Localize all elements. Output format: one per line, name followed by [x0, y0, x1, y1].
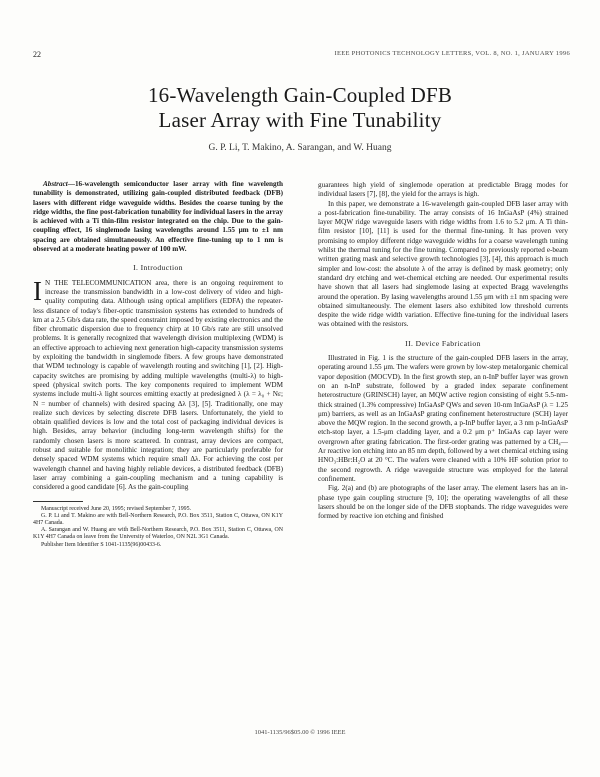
- right-paragraph-2: In this paper, we demonstrate a 16-wavelength gain-coupled DFB laser array with a post-fabrication fine-tunability. The array consists of 16 InGaAsP (4%) strained layer MQW ridge waveguide lasers with ridge widths from 1.6 to 5.2 μm. A Ti thin-film resistor [10], [11] is used for the thermal fine-tuning. It has proven very promising to employ different ridge waveguide widths for a coarse wavelength tuning whilst the thermal tuning for the fine tuning. Compared to previously reported e-beam written grating mask and selective growth technologies [3], [4], this approach is much simpler and low-cost: the absolute λ of the array is defined by mask geometry; only standard dry etching and wet-chemical etching are needed. Our experimental results have shown that all lasers had singlemode lasing at expected Bragg wavelengths around the operation. By lasing wavelengths around 1.55 μm with ±1 nm spacing were obtained simultaneously. The element lasers also exhibited low threshold currents despite the wide ridge width variation. Effective fine-tuning for the individual lasers was obtained with the resistors.: [318, 199, 568, 329]
- footnote: G. P. Li and T. Makino are with Bell-Northern Research, P.O. Box 3511, Station C, Ottawa, ON K1Y 4H7 Canada.: [33, 512, 283, 526]
- intro-text: N THE TELECOMMUNICATION area, there is an ongoing requirement to increase the transmission bandwidth in a low-cost delivery of video and high-quality computing data. Although using optical amplifiers (EDFA) the repeater-less distance of today's fiber-optic transmission systems has extended to hundreds of km at a 2.5 Gb/s data rate, the speed constraint imposed by existing electronics and the fiber chromatic dispersion due to frequency chirp at 10 Gb/s rate are still unsolved problems. It is generally recognized that wavelength division multiplexing (WDM) is an effective approach to achieving next generation high-capacity transmission systems by exploiting the bandwidth in singlemode fibers. A few groups have demonstrated that WDM technology is capable of wavelength routing and switching [1], [2]. High-capacity switches are promising by adding multiple wavelengths (multi-λ) to high-speed (physical switch ports. The key components required to implement WDM systems include multi-λ light sources emitting exactly at predesigned λ (λ = λ₀ + Nε; N = number of channels) with desired spacing Δλ [3], [5]. Traditionally, one may realize such devices by selecting discrete DFB lasers. Unfortunately, the yield to obtain qualified devices is low and the total cost of packaging individual devices is high. Besides, array behavior (including long-term wavelength shifts) for the randomly chosen lasers is more scattered. In contrast, array devices are compact, robust and suitable for monolithic integration; they are particularly preferable for densely spaced WDM systems which require small Δλ. For achieving the cost per wavelength channel and having highly reliable devices, a distributed feedback (DFB) laser array combining a gain-coupling mechanism and a tuning capability is considered a good candidate [6]. As the gain-coupling: [33, 278, 283, 492]
- footnote: Manuscript received June 20, 1995; revised September 7, 1995.: [41, 505, 192, 512]
- authors: G. P. Li, T. Makino, A. Sarangan, and W. Huang: [208, 143, 392, 153]
- copyright-line: 1041-1135/96$05.00 © 1996 IEEE: [254, 729, 346, 736]
- right-paragraph-1: guarantees high yield of singlemode operation at predictable Bragg modes for individual lasers [7], [8], the yield for the arrays is high.: [318, 181, 568, 199]
- right-paragraph-4: Fig. 2(a) and (b) are photographs of the laser array. The element lasers has an in-phase type gain coupling structure [9, 10]; the operating wavelengths of all these lasers should be on the longer side of the DFB stopbands. The ridge waveguides were formed by reactive ion etching and finished: [318, 484, 568, 521]
- section-heading-introduction: I. Introduction: [133, 263, 183, 273]
- paper-title: [0, 83, 600, 133]
- drop-cap: I: [33, 275, 42, 306]
- title-line-1: 16-Wavelength Gain-Coupled DFB: [147, 83, 453, 107]
- section-heading-device-fabrication: II. Device Fabrication: [405, 338, 481, 348]
- footnote: A. Sarangan and W. Huang are with Bell-Northern Research, P.O. Box 3511, Station C, Ottawa, ON K1Y 4H7 Canada on leave from the University of Waterloo, ON N2L 3G1 Canada.: [33, 527, 283, 541]
- right-column: [318, 181, 568, 521]
- abstract-label: Abstract—: [43, 180, 75, 188]
- intro-paragraph: [33, 275, 283, 493]
- left-column: [33, 180, 283, 549]
- page-number: 22: [33, 50, 41, 59]
- title-line-2: Laser Array with Fine Tunability: [158, 108, 442, 132]
- abstract: [33, 180, 283, 254]
- right-paragraph-3: Illustrated in Fig. 1 is the structure of the gain-coupled DFB lasers in the array, operating around 1.55 μm. The wafers were grown by low-step metalorganic chemical vapor deposition (MOCVD). In the first growth step, an n-InP buffer layer was grown on an n-InP substrate, followed by a graded index separate confinement heterostructure (GRINSCH) layer, an MQW active region consisting of eight 5.5-nm-thick strained (1.3% compressive) InGaAsP QWs and seven 10-nm InGaAsP (λ = 1.25 μm) barriers, as well as an InGaAsP grating confinement heterostructure (SCH) layer above the MQW region. In the second growth, a p-InP buffer layer, a 3 nm p-InGaAsP etch-stop layer, a 1.5-μm cladding layer, and a 0.2 μm p⁺ InGaAs cap layer were overgrown after grating fabrication. The first-order grating was patterned by a CH₄—Ar reactive ion etching into an 85 nm depth, followed by a wet chemical etching using HNO₃:HBr:H₂O at 20 °C. The wafers were cleaned with a 10% HF solution prior to the second regrowth. A ridge waveguide structure was employed for the lateral confinement.: [318, 354, 568, 483]
- footnote-divider: [33, 501, 83, 502]
- abstract-text: 16-wavelength semiconductor laser array with fine wavelength tunability is demonstrated, utilizing gain-coupled distributed feedback (DFB) lasers with different ridge waveguide widths. Besides the coarse tuning by the ridge widths, the fine post-fabrication tunability for individual lasers in the array is achieved with a Ti thin-film resistor integrated on the chip. Due to the gain-coupling effect, 16 singlemode lasing wavelengths around 1.55 μm to ±1 nm spacing are obtained simultaneously. An effective fine-tuning up to 1 nm is observed at a moderate heating power of 100 mW.: [33, 180, 283, 254]
- footnote: Publisher Item Identifier S 1041-1135(96)00433-6.: [41, 541, 162, 548]
- running-head: IEEE PHOTONICS TECHNOLOGY LETTERS, VOL. 8, NO. 1, JANUARY 1996: [334, 50, 570, 57]
- footnotes: [33, 506, 283, 549]
